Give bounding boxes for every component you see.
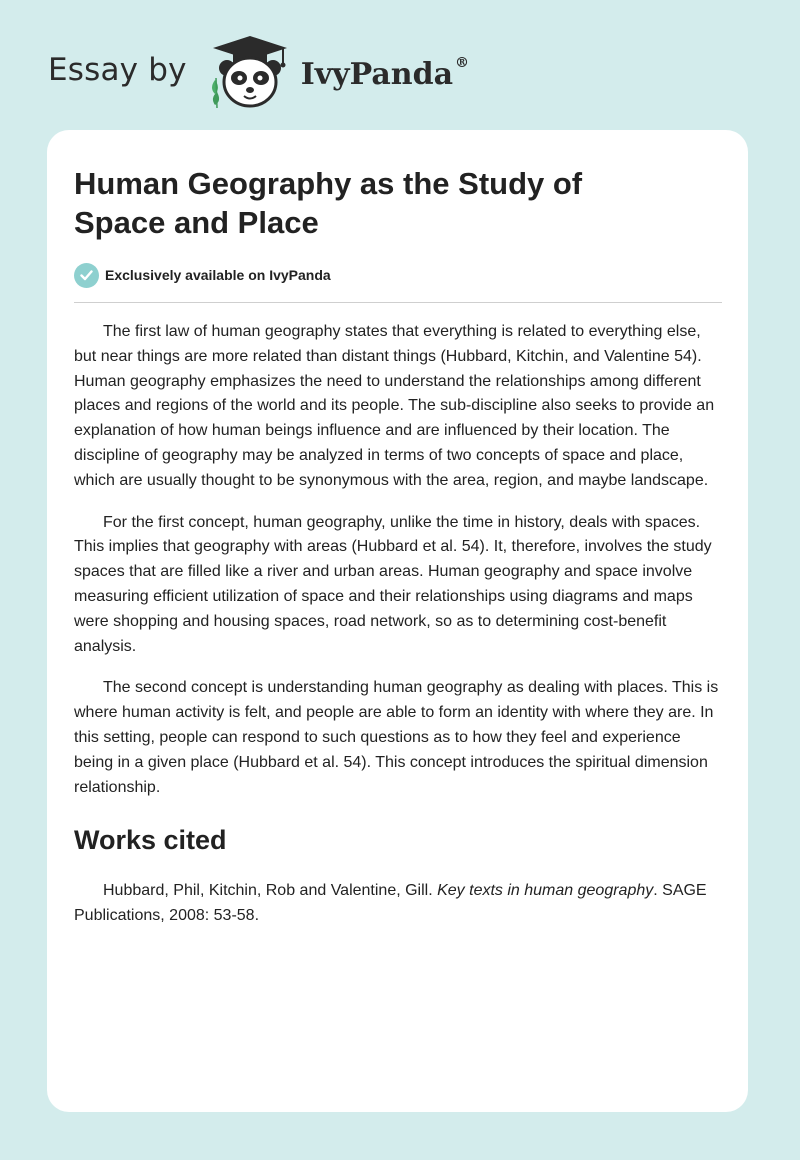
paragraph-1: The first law of human geography states that everything is related to everything else, but near things are more related than distant things (Hubbard, Kitchin, and Valentine 54). Human geography emphasizes the need to understand the relationships among different places and regions of the world and its people. The sub-discipline also seeks to provide an explanation of how human beings influence and are influenced by their location. The discipline of geography may be analyzed in terms of two concepts of space and place, which are usually thought to be synonymous with the area, region, and maybe landscape. [74,323,715,489]
page-title: Human Geography as the Study of Space and Place [74,166,583,240]
brand-name[interactable]: IvyPanda ® [300,54,470,92]
divider [74,302,722,303]
site-header [48,34,469,110]
panda-logo-icon[interactable] [205,34,295,110]
check-icon [74,263,99,288]
essay-card [47,130,748,1112]
citation-entry: Hubbard, Phil, Kitchin, Rob and Valentine, Gill. Key texts in human geography. SAGE Publications, 2008: 53-58. [74,882,707,925]
exclusive-badge [74,262,721,288]
citation-book-title: Key texts in human geography [437,882,654,900]
works-cited-heading: Works cited [74,825,227,856]
paragraph-2: For the first concept, human geography, unlike the time in history, deals with spaces. This implies that geography with areas (Hubbard et al. 54). It, therefore, involves the study spaces that are filled like a river and urban areas. Human geography and space involve measuring efficient utilization of space and their relationships using diagrams and maps were shopping and housing spaces, road network, so as to determining cost-benefit analysis. [74,513,712,655]
paragraph-3: The second concept is understanding human geography as dealing with places. This is where human activity is felt, and people are able to form an identity with where they are. In this setting, people can respond to such questions as to how they feel and experience being in a given place (Hubbard et al. 54). This concept introduces the spiritual dimension relationship. [74,679,719,796]
badge-label: Exclusively available on IvyPanda [105,267,331,283]
essay-by-label: Essay by [48,52,187,88]
